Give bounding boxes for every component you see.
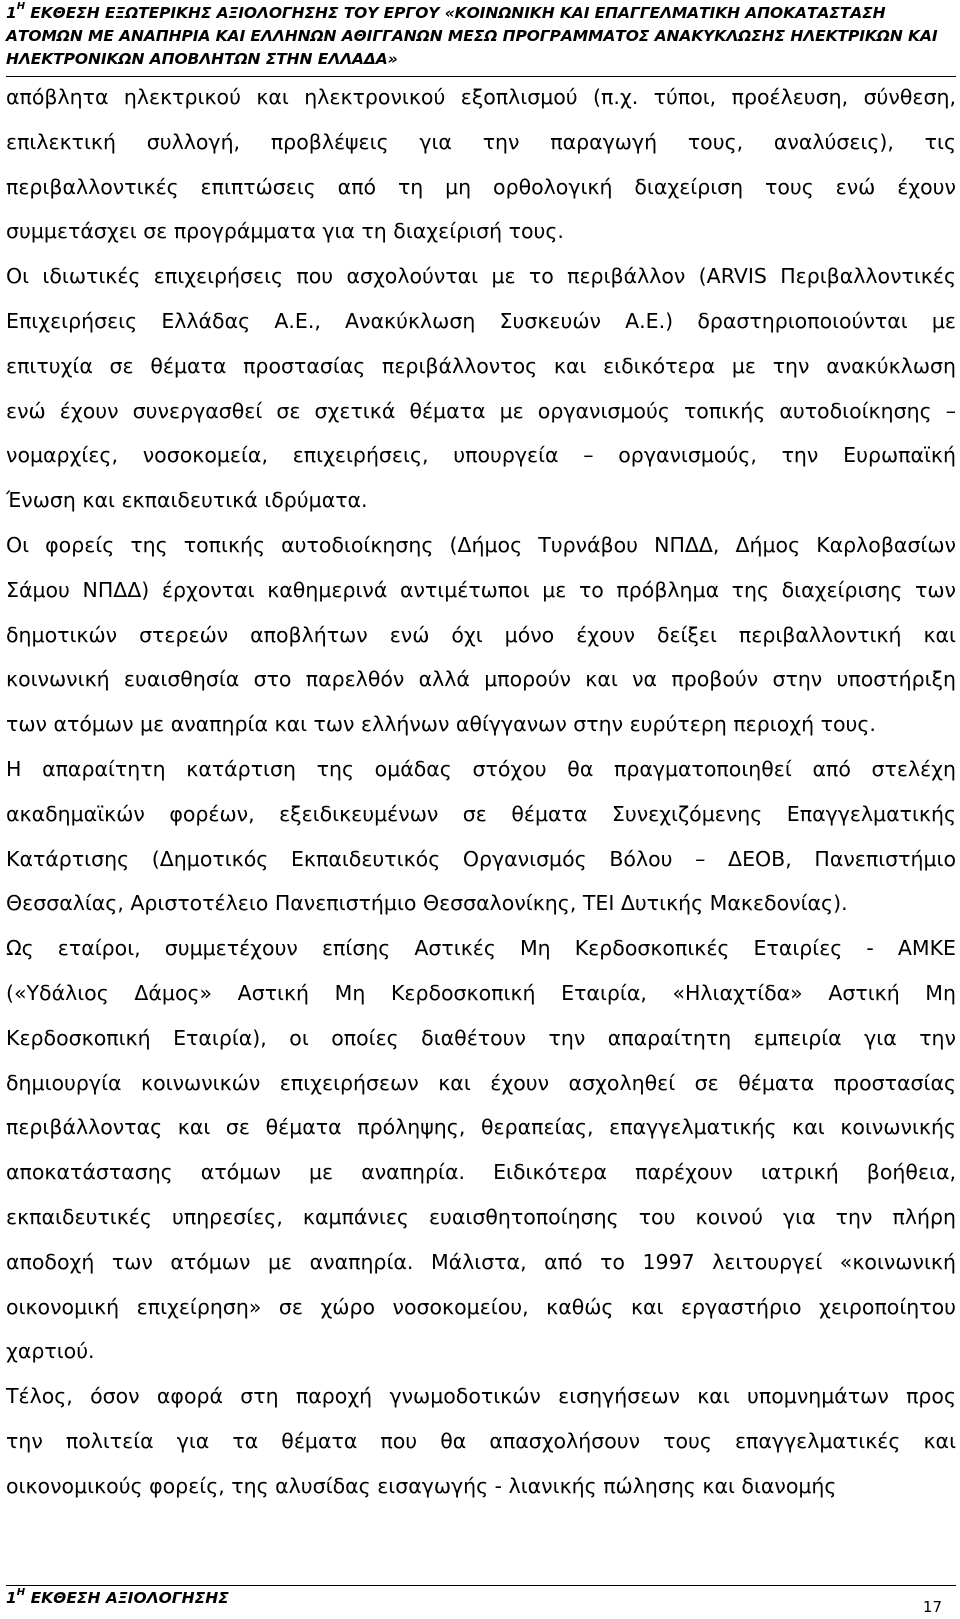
body-line: Τέλος, όσον αφορά στη παροχή γνωμοδοτικών εισηγήσεων και υπομνημάτων προς (6, 1384, 956, 1409)
body-line: Σάμου ΝΠΔΔ) έρχονται καθημερινά αντιμέτωποι με το πρόβλημα της διαχείρισης των (6, 577, 956, 602)
document-body (6, 75, 956, 1509)
body-line: Η απαραίτητη κατάρτιση της ομάδας στόχου θα πραγματοποιηθεί από στελέχη (6, 756, 956, 781)
body-line: Κατάρτισης (Δημοτικός Εκπαιδευτικός Οργανισμός Βόλου – ΔΕΟΒ, Πανεπιστήμιο (6, 846, 956, 871)
body-line: εκπαιδευτικές υπηρεσίες, καμπάνιες ευαισθητοποίησης του κοινού για την πλήρη (6, 1204, 956, 1229)
body-line: αποκατάστασης ατόμων με αναπηρία. Ειδικότερα παρέχουν ιατρική βοήθεια, (6, 1160, 956, 1185)
body-line: συμμετάσχει σε προγράμματα για τη διαχείρισή τους. (6, 219, 564, 244)
header-title-line-1: $1^H$ ΕΚΘΕΣΗ ΕΞΩΤΕΡΙΚΗΣ ΑΞΙΟΛΟΓΗΣΗΣ ΤΟΥ ΕΡΓΟΥ «ΚΟΙΝΩΝΙΚΗ ΚΑΙ ΕΠΑΓΓΕΛΜΑΤΙΚΗ ΑΠΟΚΑΤΑΣΤΑΣΗ (6, 1, 886, 22)
body-line: («Υδάλιος Δάμος» Αστική Μη Κερδοσκοπική Εταιρία, «Ηλιαχτίδα» Αστική Μη (6, 980, 956, 1005)
body-line: απόβλητα ηλεκτρικού και ηλεκτρονικού εξοπλισμού (π.χ. τύποι, προέλευση, σύνθεση, (6, 85, 956, 109)
body-line: κοινωνική ευαισθησία στο παρελθόν αλλά μπορούν και να προβούν στην υποστήριξη (6, 667, 956, 692)
footer-divider (6, 1585, 956, 1586)
body-line: ενώ έχουν συνεργασθεί σε σχετικά θέματα με οργανισμούς τοπικής αυτοδιοίκησης – (6, 398, 956, 423)
body-line: επιτυχία σε θέματα προστασίας περιβάλλοντος και ειδικότερα με την ανακύκλωση (6, 353, 956, 378)
header-superscript: Η (16, 1, 25, 12)
body-line: οικονομική επιχείρηση» σε χώρο νοσοκομείου, καθώς και εργαστήριο χειροποίητου (6, 1294, 956, 1319)
body-line: περιβαλλοντικές επιπτώσεις από τη μη ορθολογική διαχείριση τους ενώ έχουν (6, 174, 956, 199)
body-line: Κερδοσκοπική Εταιρία), οι οποίες διαθέτουν την απαραίτητη εμπειρία για την (6, 1025, 956, 1050)
body-line: δημοτικών στερεών αποβλήτων ενώ όχι μόνο έχουν δείξει περιβαλλοντική και (6, 622, 956, 647)
footer-superscript: Η (16, 1587, 26, 1598)
body-line: αποδοχή των ατόμων με αναπηρία. Μάλιστα, από το 1997 λειτουργεί «κοινωνική (6, 1249, 956, 1274)
body-line: δημιουργία κοινωνικών επιχειρήσεων και έχουν ασχοληθεί σε θέματα προστασίας (6, 1070, 956, 1095)
body-line: των ατόμων με αναπηρία και των ελλήνων αθίγγανων στην ευρύτερη περιοχή τους. (6, 712, 876, 737)
body-line: νομαρχίες, νοσοκομεία, επιχειρήσεις, υπουργεία – οργανισμούς, την Ευρωπαϊκή (6, 443, 956, 468)
body-line: χαρτιού. (6, 1339, 95, 1364)
body-line: επιλεκτική συλλογή, προβλέψεις για την παραγωγή τους, αναλύσεις), τις (6, 129, 956, 154)
body-line: Επιχειρήσεις Ελλάδας Α.Ε., Ανακύκλωση Συσκευών Α.Ε.) δραστηριοποιούνται με (6, 308, 956, 333)
page-number: 17 (922, 1598, 942, 1616)
body-line: οικονομικούς φορείς, της αλυσίδας εισαγωγής - λιανικής πώλησης και διανομής (6, 1473, 837, 1498)
page-header (6, 2, 956, 71)
body-line: Ως εταίροι, συμμετέχουν επίσης Αστικές Μη Κερδοσκοπικές Εταιρίες - ΑΜΚΕ (6, 936, 956, 961)
body-line: ακαδημαϊκών φορέων, εξειδικευμένων σε θέματα Συνεχιζόμενης Επαγγελματικής (6, 801, 956, 826)
body-line: Ένωση και εκπαιδευτικά ιδρύματα. (6, 488, 368, 513)
body-line: Θεσσαλίας, Αριστοτέλειο Πανεπιστήμιο Θεσσαλονίκης, ΤΕΙ Δυτικής Μακεδονίας). (6, 891, 848, 916)
footer-title: $1^H$ ΕΚΘΕΣΗ ΑΞΙΟΛΟΓΗΣΗΣ (6, 1587, 229, 1607)
body-line: περιβάλλοντας και σε θέματα πρόληψης, θεραπείας, επαγγελματικής και κοινωνικής (6, 1115, 956, 1140)
body-line: Οι ιδιωτικές επιχειρήσεις που ασχολούνται με το περιβάλλον (ARVIS Περιβαλλοντικές (6, 264, 956, 289)
header-title-line-2: ΑΤΟΜΩΝ ΜΕ ΑΝΑΠΗΡΙΑ ΚΑΙ ΕΛΛΗΝΩΝ ΑΘΙΓΓΑΝΩΝ ΜΕΣΩ ΠΡΟΓΡΑΜΜΑΤΟΣ ΑΝΑΚΥΚΛΩΣΗΣ ΗΛΕΚΤΡΙΚΩΝ ΚΑΙ (6, 27, 938, 45)
header-title-line-3: ΗΛΕΚΤΡΟΝΙΚΩΝ ΑΠΟΒΛΗΤΩΝ ΣΤΗΝ ΕΛΛΑΔΑ» (6, 50, 398, 68)
body-line: Οι φορείς της τοπικής αυτοδιοίκησης (Δήμος Τυρνάβου ΝΠΔΔ, Δήμος Καρλοβασίων (6, 532, 956, 557)
body-line: την πολιτεία για τα θέματα που θα απασχολήσουν τους επαγγελματικές και (6, 1428, 956, 1453)
